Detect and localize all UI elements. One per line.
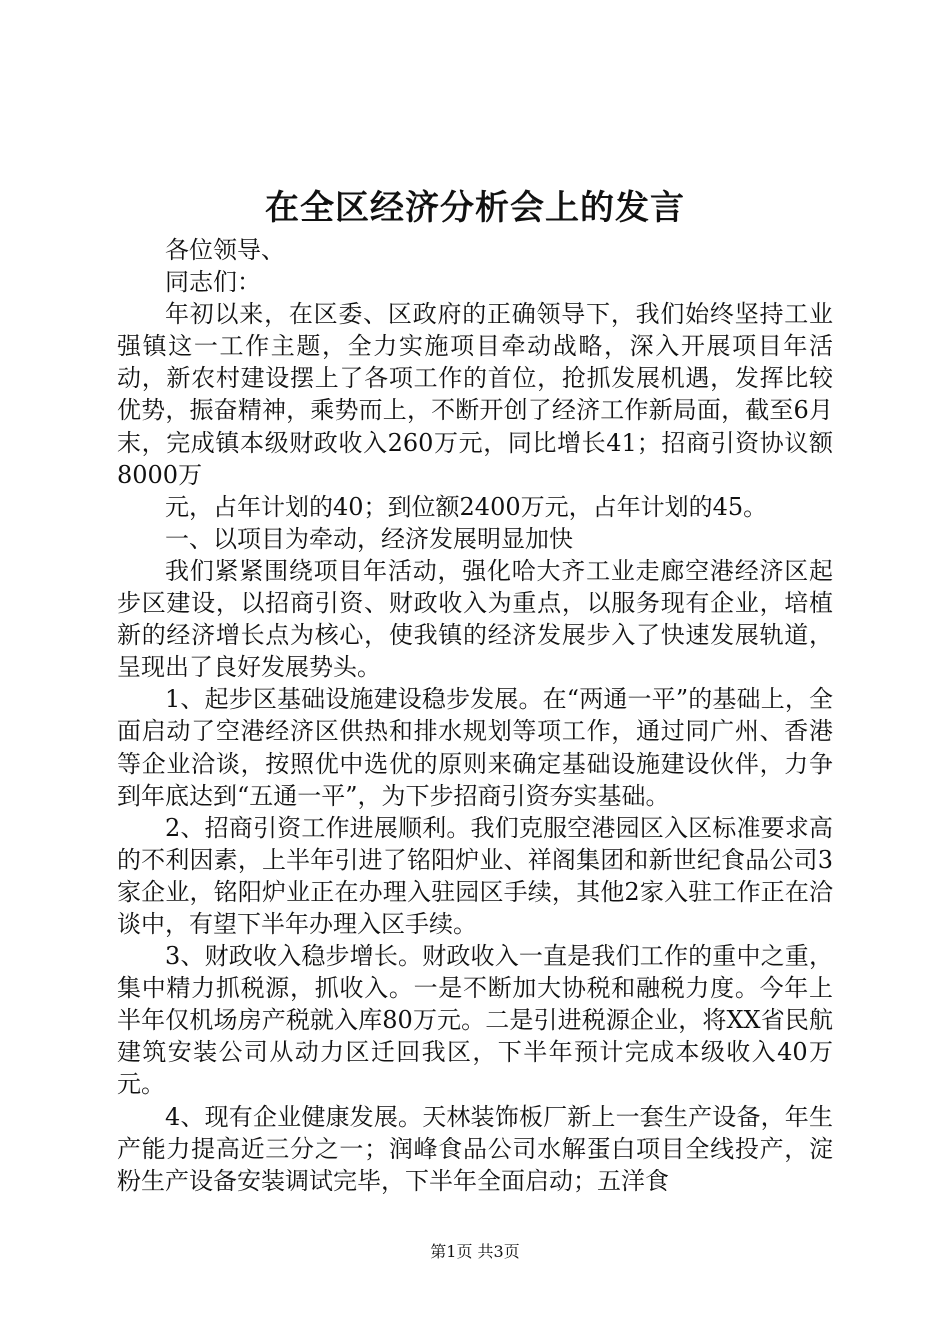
paragraph-section-1: 我们紧紧围绕项目年活动，强化哈大齐工业走廊空港经济区起步区建设，以招商引资、财政收入为重点，以服务现有企业，培植新的经济增长点为核心，使我镇的经济发展步入了快速发展轨道，呈现出了良好发展势头。 xyxy=(117,556,833,682)
paragraph-item-1: 1、起步区基础设施建设稳步发展。在“两通一平”的基础上，全面启动了空港经济区供热和排水规划等项工作，通过同广州、香港等企业洽谈，按照优中选优的原则来确定基础设施建设伙伴，力争到年底达到“五通一平”，为下步招商引资夯实基础。 xyxy=(117,685,833,810)
page-footer: 第1页 共3页 xyxy=(430,1242,520,1261)
paragraph-item-3: 3、财政收入稳步增长。财政收入一直是我们工作的重中之重，集中精力抓税源，抓收入。一是不断加大协税和融税力度。今年上半年仅机场房产税就入库80万元。二是引进税源企业，将XX省民航建筑安装公司从动力区迁回我区，下半年预计完成本级收入40万元。 xyxy=(117,942,833,1099)
paragraph-item-2: 2、招商引资工作进展顺利。我们克服空港园区入区标准要求高的不利因素，上半年引进了铭阳炉业、祥阁集团和新世纪食品公司3家企业，铭阳炉业正在办理入驻园区手续，其他2家入驻工作正在洽谈中，有望下半年办理入区手续。 xyxy=(117,813,833,938)
document-body xyxy=(117,234,833,1197)
paragraph-intro: 年初以来，在区委、区政府的正确领导下，我们始终坚持工业强镇这一工作主题，全力实施项目牵动战略，深入开展项目年活动，新农村建设摆上了各项工作的首位，抢抓发展机遇，发挥比较优势，振奋精神，乘势而上，不断开创了经济工作新局面，截至6月末，完成镇本级财政收入260万元，同比增长41；招商引资协议额8000万 xyxy=(117,300,833,489)
page-title: 在全区经济分析会上的发言 xyxy=(265,188,685,228)
salutation-comrades: 同志们： xyxy=(165,268,261,297)
paragraph-item-4: 4、现有企业健康发展。天林装饰板厂新上一套生产设备，年生产能力提高近三分之一；润峰食品公司水解蛋白项目全线投产，淀粉生产设备安装调试完毕，下半年全面启动；五洋食 xyxy=(117,1102,833,1195)
salutation-leaders: 各位领导、 xyxy=(165,236,285,264)
paragraph-intro-continued: 元，占年计划的40；到位额2400万元，占年计划的45。 xyxy=(165,492,768,521)
section-heading-1: 一、以项目为牵动，经济发展明显加快 xyxy=(165,524,573,553)
